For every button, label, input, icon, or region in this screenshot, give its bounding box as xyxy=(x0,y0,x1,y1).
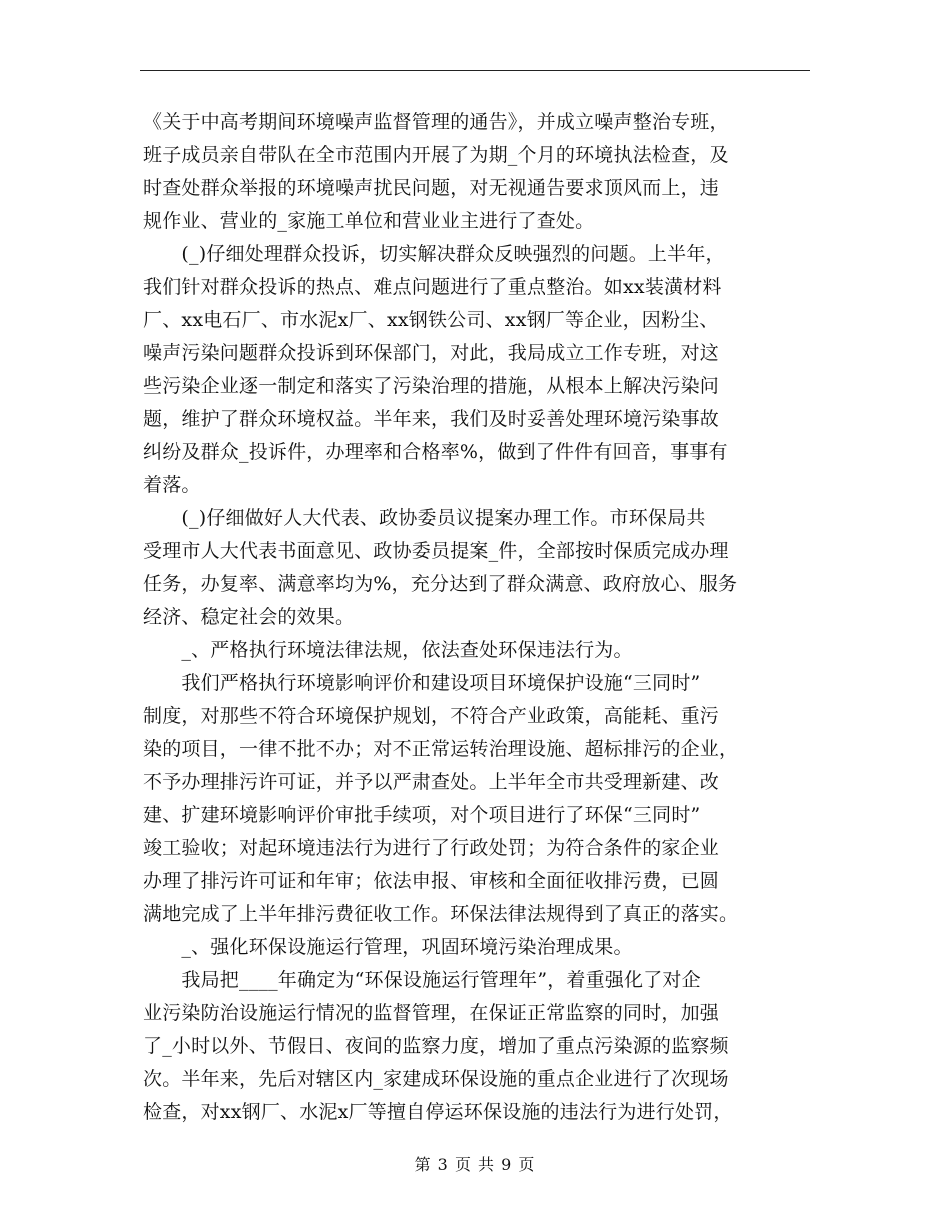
text-line: 厂、xx电石厂、市水泥x厂、xx钢铁公司、xx钢厂等企业，因粉尘、 xyxy=(143,309,719,331)
text-line: 任务，办复率、满意率均为%，充分达到了群众满意、政府放心、服务 xyxy=(143,573,738,595)
text-line: 建、扩建环境影响评价审批手续项，对个项目进行了环保“三同时” xyxy=(143,804,701,826)
text-line: 业污染防治设施运行情况的监督管理，在保证正常监察的同时，加强 xyxy=(143,1002,720,1024)
text-line: (_)仔细做好人大代表、政协委员议提案办理工作。市环保局共 xyxy=(143,507,706,529)
text-line: 经济、稳定社会的效果。 xyxy=(143,606,355,628)
text-line: 我们针对群众投诉的热点、难点问题进行了重点整治。如xx装潢材料 xyxy=(143,276,722,298)
text-line: 规作业、营业的_家施工单位和营业业主进行了查处。 xyxy=(143,210,595,232)
text-line: 我们严格执行环境影响评价和建设项目环境保护设施“三同时” xyxy=(143,672,701,694)
text-line: 了_小时以外、节假日、夜间的监察力度，增加了重点污染源的监察频 xyxy=(143,1035,729,1057)
text-line: 《关于中高考期间环境噪声监督管理的通告》，并成立噪声整治专班， xyxy=(143,111,729,133)
text-line: 纠纷及群众_投诉件，办理率和合格率%，做到了件件有回音，事事有 xyxy=(143,441,728,463)
text-line: _、严格执行环境法律法规，依法查处环保违法行为。 xyxy=(143,639,633,661)
text-line: _、强化环保设施运行管理，巩固环境污染治理成果。 xyxy=(143,936,633,958)
text-line: 不予办理排污许可证，并予以严肃查处。上半年全市共受理新建、改 xyxy=(143,771,720,793)
text-line: 制度，对那些不符合环境保护规划，不符合产业政策，高能耗、重污 xyxy=(143,705,720,727)
text-line: 题，维护了群众环境权益。半年来，我们及时妥善处理环境污染事故 xyxy=(143,408,720,430)
page-footer: 第 3 页 共 9 页 xyxy=(414,1155,536,1174)
text-line: 办理了排污许可证和年审；依法申报、审核和全面征收排污费，已圆 xyxy=(143,870,720,892)
text-line: 着落。 xyxy=(143,474,201,496)
header-rule xyxy=(140,70,810,71)
text-line: 受理市人大代表书面意见、政协委员提案_件，全部按时保质完成办理 xyxy=(143,540,729,562)
text-line: (_)仔细处理群众投诉，切实解决群众反映强烈的问题。上半年， xyxy=(143,243,725,265)
text-line: 竣工验收；对起环境违法行为进行了行政处罚；为符合条件的家企业 xyxy=(143,837,720,859)
text-line: 噪声污染问题群众投诉到环保部门，对此，我局成立工作专班，对这 xyxy=(143,342,720,364)
text-line: 班子成员亲自带队在全市范围内开展了为期_个月的环境执法检查，及 xyxy=(143,144,729,166)
text-line: 检查，对xx钢厂、水泥x厂等擅自停运环保设施的违法行为进行处罚， xyxy=(143,1101,733,1123)
text-line: 时查处群众举报的环境噪声扰民问题，对无视通告要求顶风而上，违 xyxy=(143,177,720,199)
text-line: 满地完成了上半年排污费征收工作。环保法律法规得到了真正的落实。 xyxy=(143,903,739,925)
text-line: 我局把____年确定为“环保设施运行管理年”，着重强化了对企 xyxy=(143,969,701,991)
text-line: 次。半年来，先后对辖区内_家建成环保设施的重点企业进行了次现场 xyxy=(143,1068,729,1090)
text-line: 些污染企业逐一制定和落实了污染治理的措施，从根本上解决污染问 xyxy=(143,375,720,397)
document-body xyxy=(143,106,813,1129)
text-line: 染的项目，一律不批不办；对不正常运转治理设施、超标排污的企业， xyxy=(143,738,739,760)
